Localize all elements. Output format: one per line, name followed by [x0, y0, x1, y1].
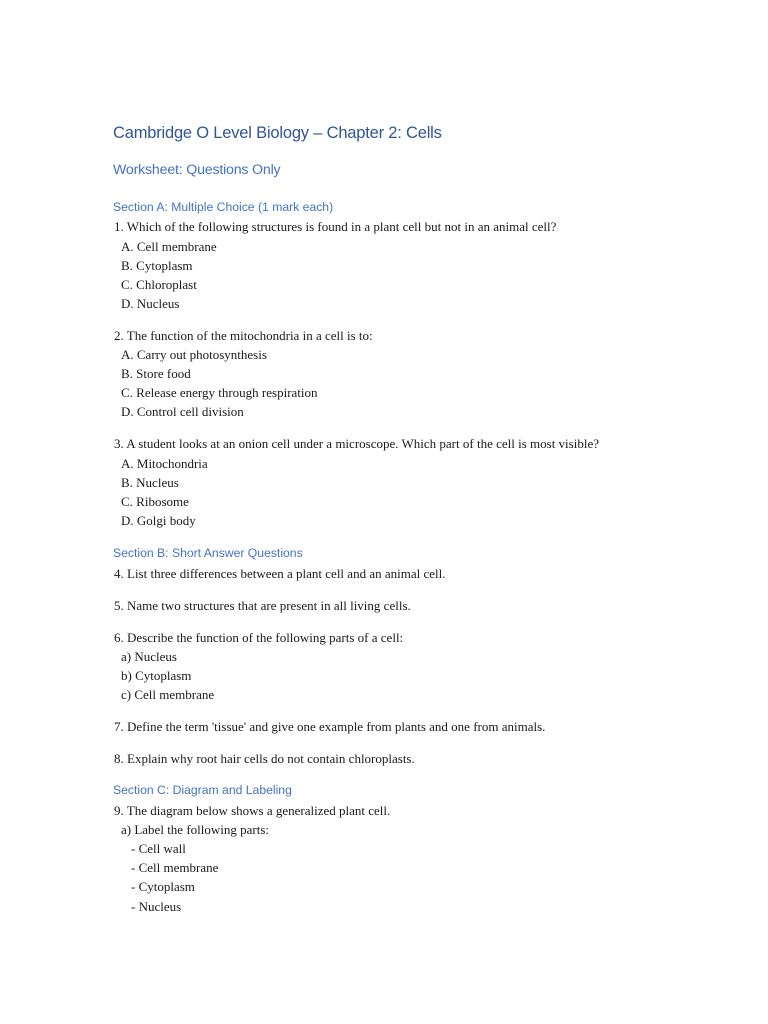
- question-1: 1. Which of the following structures is found in a plant cell but not in an animal cell?: [114, 219, 557, 234]
- document-title: Cambridge O Level Biology – Chapter 2: Cells: [113, 124, 442, 142]
- question-1-option-d: D. Nucleus: [121, 296, 180, 311]
- question-2-option-b: B. Store food: [121, 366, 191, 381]
- question-7: 7. Define the term 'tissue' and give one example from plants and one from animals.: [114, 719, 546, 734]
- question-4: 4. List three differences between a plant cell and an animal cell.: [114, 566, 446, 581]
- question-6-part-a: a) Nucleus: [121, 649, 177, 664]
- question-9-label-cell-wall: - Cell wall: [131, 841, 186, 856]
- question-3: 3. A student looks at an onion cell under a microscope. Which part of the cell is most visible?: [114, 436, 599, 451]
- question-3-option-a: A. Mitochondria: [121, 456, 208, 471]
- question-6-part-c: c) Cell membrane: [121, 687, 215, 702]
- question-2-option-c: C. Release energy through respiration: [121, 385, 318, 400]
- question-9-label-nucleus: - Nucleus: [131, 899, 182, 914]
- question-3-option-d: D. Golgi body: [121, 513, 196, 528]
- question-2-option-d: D. Control cell division: [121, 404, 244, 419]
- question-3-option-b: B. Nucleus: [121, 475, 179, 490]
- document-subtitle: Worksheet: Questions Only: [113, 162, 281, 178]
- question-8: 8. Explain why root hair cells do not contain chloroplasts.: [114, 751, 415, 766]
- question-2: 2. The function of the mitochondria in a cell is to:: [114, 328, 373, 343]
- question-1-option-b: B. Cytoplasm: [121, 258, 193, 273]
- question-9-part-a: a) Label the following parts:: [121, 822, 270, 837]
- question-9-label-cell-membrane: - Cell membrane: [131, 860, 219, 875]
- question-1-option-c: C. Chloroplast: [121, 277, 197, 292]
- question-2-option-a: A. Carry out photosynthesis: [121, 347, 267, 362]
- question-3-option-c: C. Ribosome: [121, 494, 189, 509]
- question-6-part-b: b) Cytoplasm: [121, 668, 192, 683]
- question-9: 9. The diagram below shows a generalized plant cell.: [114, 803, 391, 818]
- section-b-heading: Section B: Short Answer Questions: [113, 546, 303, 560]
- question-9-label-cytoplasm: - Cytoplasm: [131, 879, 195, 894]
- question-1-option-a: A. Cell membrane: [121, 239, 217, 254]
- question-6: 6. Describe the function of the following parts of a cell:: [114, 630, 404, 645]
- section-c-heading: Section C: Diagram and Labeling: [113, 783, 292, 797]
- section-a-heading: Section A: Multiple Choice (1 mark each): [113, 200, 334, 214]
- question-5: 5. Name two structures that are present in all living cells.: [114, 598, 411, 613]
